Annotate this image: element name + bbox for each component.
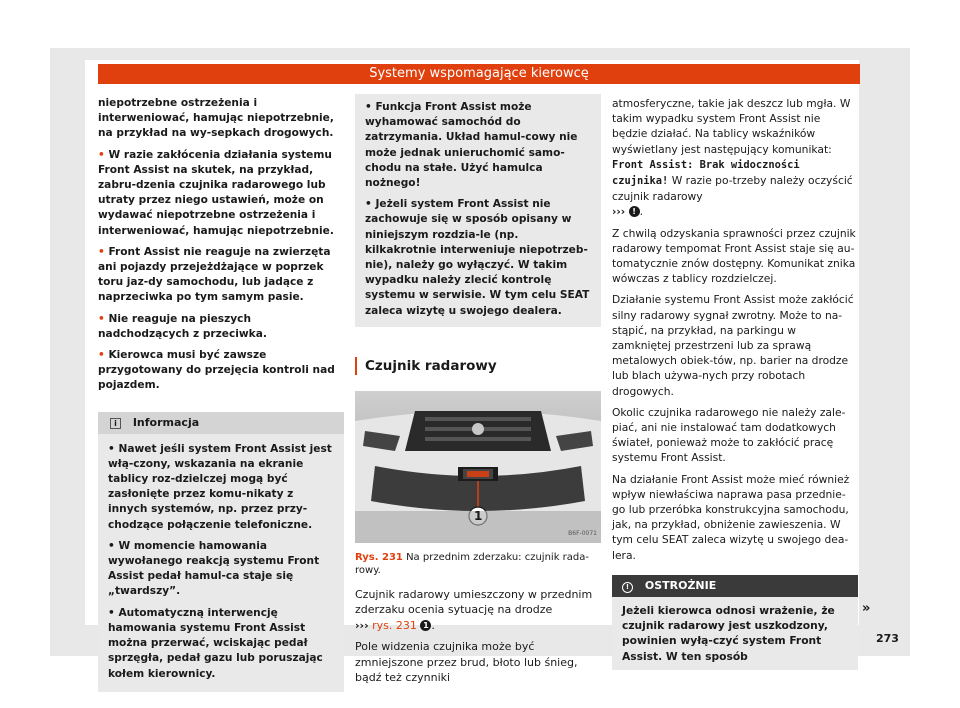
body-paragraph: Działanie systemu Front Assist może zakłócić silny radarowy sygnał zwrotny. Może to na-stąpić, na przykład, na parkingu w zamkniętej przestrzeni lub za sprawą metalowych obiek-tów, np. barier na drodze lub blach używa-nych przy robotach drogowych. <box>612 293 854 398</box>
figure-marker-1: 1 <box>474 508 483 523</box>
figure-marker-ref: 1 <box>420 620 431 631</box>
warning-box-continued <box>355 94 601 327</box>
body-paragraph: Na działanie Front Assist może mieć również wpływ niewłaściwa naprawa pasa przednie-go lub przeróbka konstrukcyjna samochodu, jak, na przykład, obniżenie zawieszenia. W tym celu SEAT zaleca wizytę u swojego dea-lera. <box>612 472 850 562</box>
info-bullet: • Nawet jeśli system Front Assist jest włą-czony, wskazania na ekranie tablicy roz-dzielczej mogą być zasłonięte przez komu-nikaty z innych systemów, np. przez przy-chodzące połączenie telefoniczne. <box>108 442 332 531</box>
info-bullet: • W momencie hamowania wywołanego reakcją systemu Front Assist pedał hamul-ca staje się „twardszy”. <box>108 539 320 598</box>
caution-text: Jeżeli kierowca odnosi wrażenie, że czujnik radarowy jest uszkodzony, powinien wyłą-czyć system Front Assist. W ten sposób <box>612 597 858 670</box>
section-header: Systemy wspomagające kierowcę <box>98 64 860 84</box>
body-paragraph: Pole widzenia czujnika może być zmniejszone przez brud, błoto lub śnieg, bądź też czynniki <box>355 640 578 685</box>
info-icon: i <box>110 418 121 429</box>
column-2 <box>355 96 601 692</box>
warning-bullet: • W razie zakłócenia działania systemu Front Assist na skutek, na przykład, zabru-dzenia czujnika radarowego lub utraty przez niego ustawień, może on wydawać niepotrzebne ostrzeżenia i interweniować, hamując niepotrzebnie. <box>98 148 334 237</box>
bullet-icon: • <box>98 148 109 161</box>
warning-bullet: • Nie reaguje na pieszych nadchodzących z przeciwka. <box>98 312 267 340</box>
column-3 <box>612 96 858 670</box>
bullet-icon: • <box>98 349 109 362</box>
figure-link[interactable]: rys. 231 <box>372 618 417 632</box>
warning-bullet: • Funkcja Front Assist może wyhamować samochód do zatrzymania. Układ hamul-cowy nie może jednak unieruchomić samo-chodu na stałe. Użyć hamulca nożnego! <box>365 101 578 190</box>
warning-bullet: • Front Assist nie reaguje na zwierzęta ani pojazdy przejeżdżające w poprzek toru jaz-dy samochodu, lub jadące z naprzeciwka po tym samym pasie. <box>98 245 331 304</box>
column-1 <box>98 96 344 692</box>
body-paragraph: Z chwilą odzyskania sprawności przez czujnik radarowy tempomat Front Assist staje się au-tomatycznie znów dostępny. Komunikat znika wówczas z tablicy rozdzielczej. <box>612 226 856 286</box>
section-title: Czujnik radarowy <box>355 357 601 375</box>
caution-header: ! OSTROŻNIE <box>612 575 858 597</box>
info-box-header: i Informacja <box>98 412 344 434</box>
figure-radar-sensor <box>355 391 601 543</box>
intro-paragraph: niepotrzebne ostrzeżenia i interweniować, hamując niepotrzebnie, na przykład na wy-sepkach drogowych. <box>98 97 334 140</box>
figure-caption: Rys. 231 Na przednim zderzaku: czujnik rada-rowy. <box>355 551 589 576</box>
display-message: Front Assist: Brak widoczności czujnika! <box>612 158 800 188</box>
warning-bullet: • Kierowca musi być zawsze przygotowany do przejęcia kontroli nad pojazdem. <box>98 349 335 392</box>
warning-bullet: • Jeżeli system Front Assist nie zachowuje się w sposób opisany w niniejszym rozdzia-le (np. kilkakrotnie interweniuje niepotrzeb-nie), należy go wyłączyć. W takim wypadku należy zlecić kontrolę systemu w serwisie. W tym celu SEAT zaleca wizytę u swojego dealera. <box>365 198 590 317</box>
body-paragraph: Okolic czujnika radarowego nie należy zale-piać, ani nie instalować tam dodatkowych świateł, ponieważ może to zakłócić pracę systemu Front Assist. <box>612 405 846 465</box>
caution-icon: ! <box>622 582 633 593</box>
continue-arrow: » <box>862 601 871 616</box>
info-box <box>98 412 344 692</box>
info-bullet: • Automatyczną interwencję hamowania systemu Front Assist można przerwać, wciskając pedał sprzęgła, pedał gazu lub poruszając kołem kierownicy. <box>108 606 323 680</box>
body-paragraph: atmosferyczne, takie jak deszcz lub mgła. W takim wypadku system Front Assist nie będzie działać. Na tablicy wskaźników wyświetlany jest następujący komunikat: Front Assist: Brak widoczności czujnika! W razie po-trzeby należy oczyścić czujnik radarowy ››› ! . <box>612 97 853 219</box>
body-paragraph: Czujnik radarowy umieszczony w przednim zderzaku ocenia sytuację na drodze ››› rys. 231 1 . <box>355 587 593 632</box>
figure-code: B6F-0071 <box>568 529 597 537</box>
caution-box <box>612 575 858 670</box>
bullet-icon: • <box>98 245 109 258</box>
warning-ref-icon[interactable]: ! <box>629 206 640 217</box>
bullet-icon: • <box>98 312 109 325</box>
page-number: 273 <box>876 632 899 645</box>
